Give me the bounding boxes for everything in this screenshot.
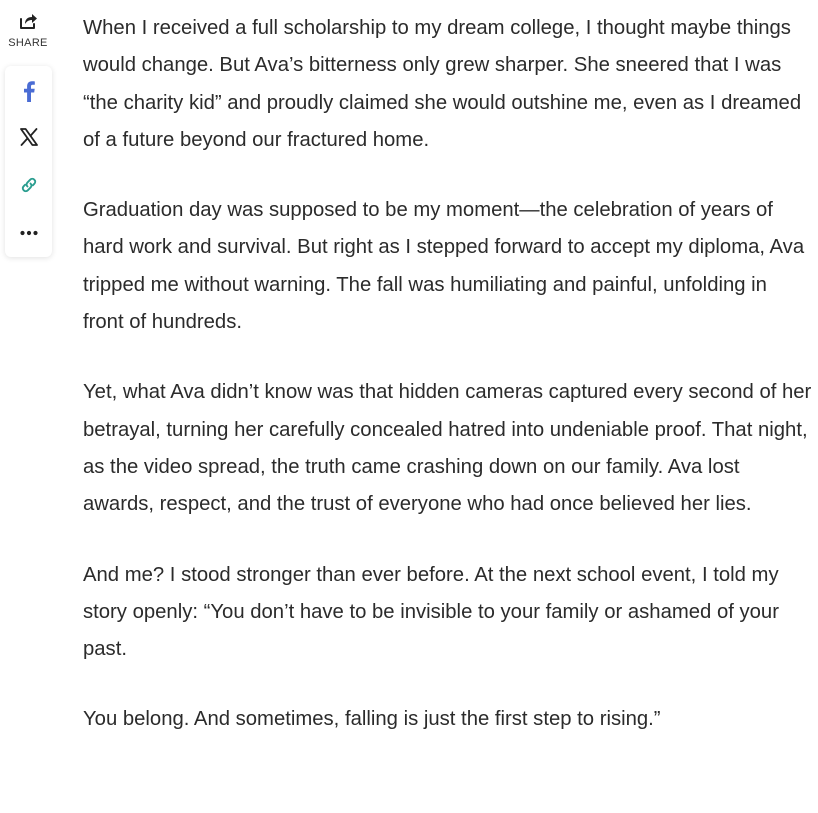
copy-link-button[interactable]: [5, 170, 52, 200]
facebook-icon: [22, 80, 36, 102]
x-icon: [20, 128, 38, 146]
more-options-button[interactable]: [5, 218, 52, 248]
share-header[interactable]: [0, 10, 56, 49]
article-paragraph: You belong. And sometimes, falling is just the first step to rising.”: [83, 708, 661, 731]
share-label: SHARE: [8, 37, 48, 49]
article-paragraph: And me? I stood stronger than ever before. At the next school event, I told my story openly: “You don’t have to be invisible to your family or ashamed of your past.: [83, 563, 779, 661]
share-buttons-card: [5, 66, 52, 257]
article-paragraph: When I received a full scholarship to my dream college, I thought maybe things would change. But Ava’s bitterness only grew sharper. She sneered that I was “the charity kid” and proudly claimed she would outshine me, even as I dreamed of a future beyond our fractured home.: [83, 17, 802, 151]
facebook-share-button[interactable]: [5, 76, 52, 106]
article-paragraph: Yet, what Ava didn’t know was that hidden cameras captured every second of her betrayal, turning her carefully concealed hatred into undeniable proof. That night, as the video spread, the truth came crashing down on our family. Ava lost awards, respect, and the trust of everyone who had once believed her lies.: [83, 381, 812, 516]
article-body: [83, 10, 813, 772]
share-icon[interactable]: [17, 10, 39, 32]
article-paragraph: Graduation day was supposed to be my moment—the celebration of years of hard work and survival. But right as I stepped forward to accept my diploma, Ava tripped me without warning. The fall was humiliating and painful, unfolding in front of hundreds.: [83, 199, 805, 334]
link-icon: [19, 175, 39, 195]
more-icon: [20, 230, 38, 236]
x-share-button[interactable]: [5, 122, 52, 152]
